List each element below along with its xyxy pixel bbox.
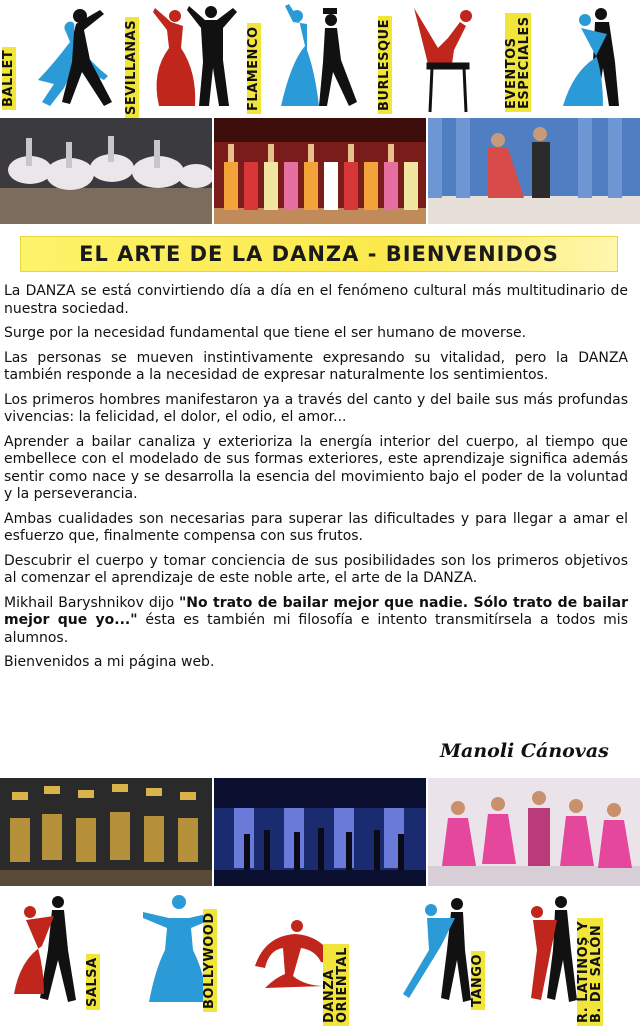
sevillanas-dancers-icon	[145, 2, 245, 114]
stage-line-dancers-photo	[214, 118, 428, 224]
welcome-heading-box	[20, 236, 618, 272]
style-sevillanas	[125, 0, 245, 117]
gold-hats-performance-photo	[0, 778, 214, 886]
style-salsa	[0, 888, 125, 1008]
paragraph: Ambas cualidades son necesarias para superar las dificultades y para llegar a amar el esfuerzo que, finalmente compensa con sus frutos.	[4, 510, 628, 544]
style-label: BALLET	[2, 47, 16, 110]
style-flamenco	[245, 0, 370, 117]
burlesque-dancer-icon	[408, 2, 488, 114]
paragraph: Descubrir el cuerpo y tomar conciencia de sus posibilidades son los primeros objetivos al comenzar el aprendizaje de este noble arte, el arte de la DANZA.	[4, 552, 628, 586]
silhouette-stage-photo	[214, 778, 428, 886]
style-label: BURLESQUE	[378, 16, 392, 114]
paragraph: Surge por la necesidad fundamental que tiene el ser humano de moverse.	[4, 325, 527, 341]
paragraph: Las personas se mueven instintivamente expresando su vitalidad, pero la DANZA también responde a la necesidad de expresar naturalmente los sentimientos.	[4, 349, 628, 383]
bottom-photo-strip	[0, 778, 640, 886]
ballet-performance-photo	[0, 118, 214, 224]
style-label: BOLLYWOOD	[203, 909, 217, 1012]
quote-lead: Mikhail Baryshnikov dijo	[4, 594, 179, 611]
latin-couple-photo	[428, 118, 640, 224]
paragraph: Los primeros hombres manifestaron ya a través del canto y del baile sus más profundas vivencias: la felicidad, el dolor, el odio, el amor...	[4, 391, 628, 425]
style-label: SALSA	[86, 954, 100, 1010]
top-photo-strip	[0, 118, 640, 224]
top-dance-styles-banner	[0, 0, 640, 117]
style-label: EVENTOS ESPECIALES	[505, 13, 531, 112]
paragraph: Aprender a bailar canaliza y exterioriza la energía interior del cuerpo, al tiempo que embellece con el modelado de sus formas exteriores, este aprendizaje significa además sentir como nace y se desarrolla la esencia del movimiento bajo el poder de la voluntad y la perseverancia.	[4, 433, 628, 502]
salsa-couple-icon	[8, 890, 88, 1006]
baryshnikov-quote: "No trato de bailar mejor que nadie. Sólo trato de bailar mejor que yo..."	[4, 594, 628, 628]
style-label: FLAMENCO	[247, 23, 261, 114]
author-signature: Manoli Cánovas	[440, 740, 609, 762]
style-ballet	[0, 0, 125, 117]
style-eventos-especiales	[495, 0, 640, 117]
page-title: EL ARTE DE LA DANZA - BIENVENIDOS	[79, 242, 559, 266]
flamenco-dancers-icon	[271, 2, 371, 114]
ballet-dancers-icon	[20, 2, 120, 114]
closing-text: Bienvenidos a mi página web.	[4, 654, 215, 670]
ballroom-couple-icon	[557, 2, 637, 114]
style-label: SEVILLANAS	[125, 17, 139, 118]
style-tango	[385, 888, 505, 1008]
paragraph: La DANZA se está convirtiendo día a día en el fenómeno cultural más multitudinario de nuestra sociedad.	[4, 283, 628, 317]
style-burlesque	[370, 0, 495, 117]
bottom-dance-styles-banner	[0, 888, 640, 1023]
pink-dresses-group-photo	[428, 778, 640, 886]
style-ritmos-latinos	[505, 888, 640, 1023]
style-label: TANGO	[471, 951, 485, 1010]
style-label: R. LATINOS Y B. DE SALÓN	[577, 918, 603, 1026]
tango-couple-icon	[401, 890, 481, 1006]
quote-paragraph	[4, 595, 628, 648]
style-label: DANZA ORIENTAL	[323, 944, 349, 1026]
welcome-article	[4, 283, 628, 679]
style-bollywood	[125, 888, 245, 1008]
style-danza-oriental	[245, 888, 385, 1023]
quote-tail: ésta es también mi filosofía e intento transmitírsela a todos mis alumnos.	[4, 612, 628, 646]
